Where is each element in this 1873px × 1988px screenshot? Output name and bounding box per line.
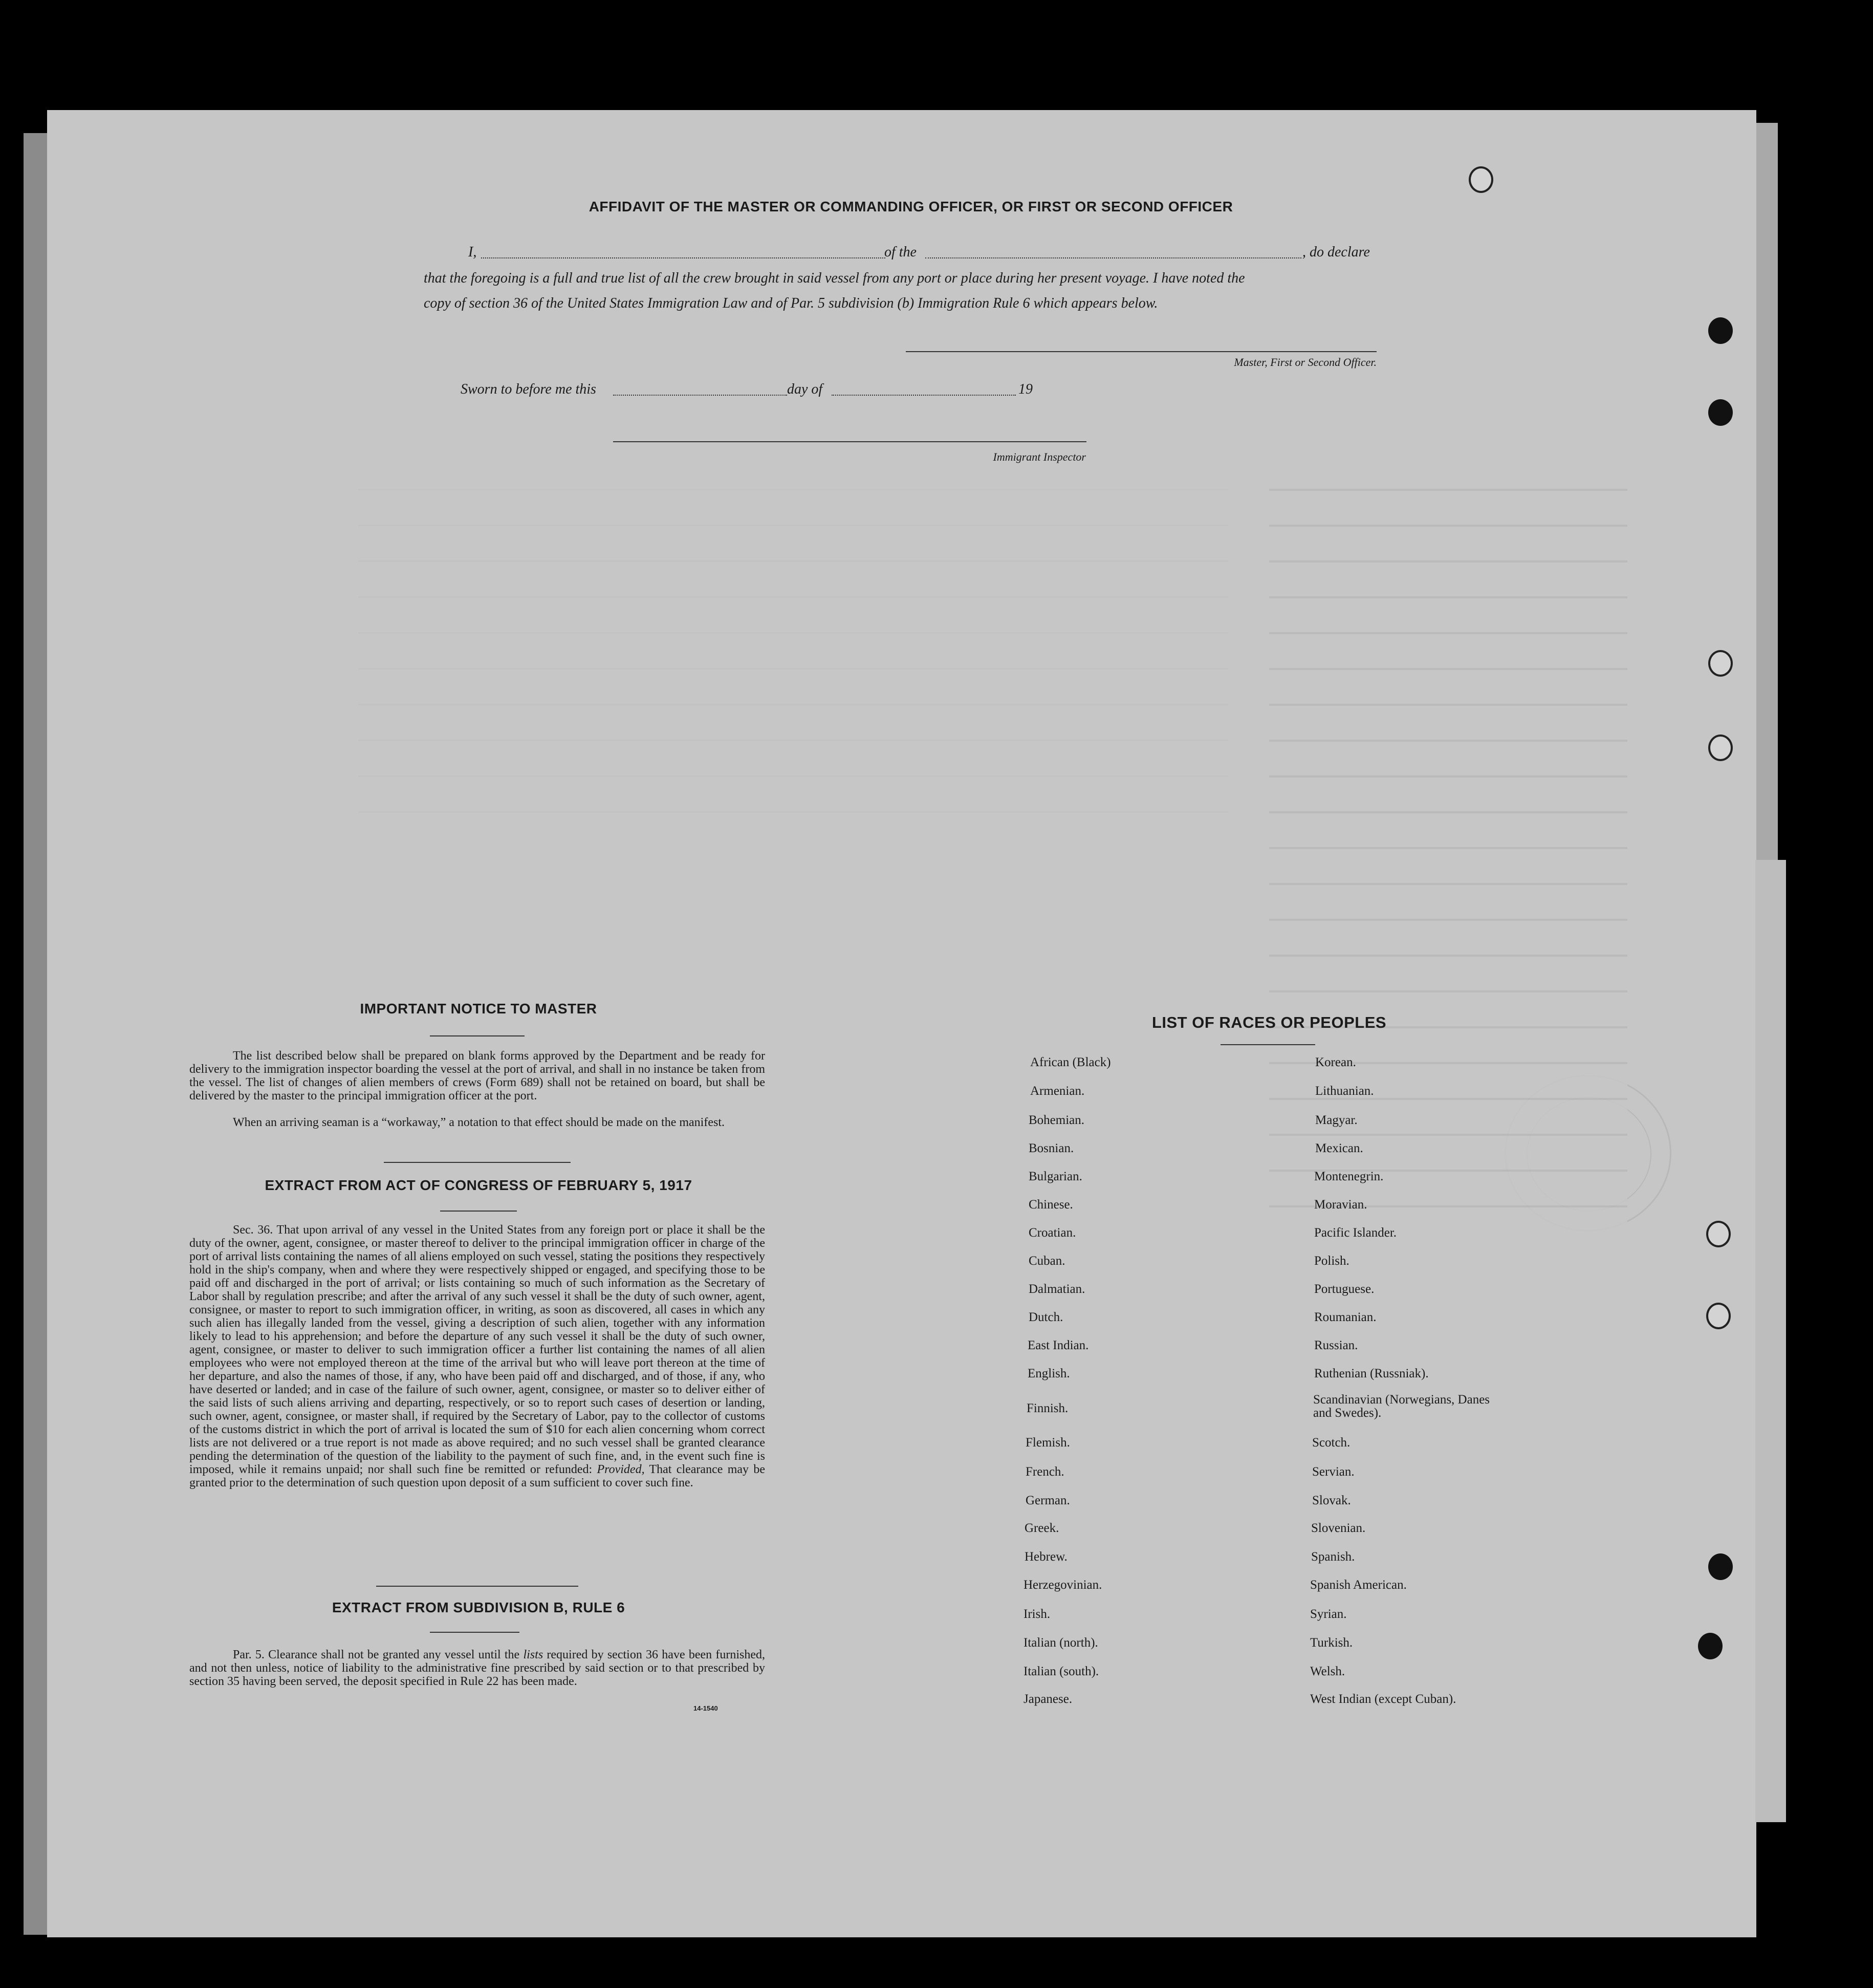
race-item: Scandinavian (Norwegians, Danes and Swedes).	[1313, 1393, 1490, 1420]
race-item: Italian (south).	[1023, 1665, 1099, 1678]
divider	[384, 1162, 571, 1163]
divider	[1221, 1044, 1315, 1045]
affidavit-do-declare-label: , do declare	[1302, 244, 1370, 260]
act-extract-title: EXTRACT FROM ACT OF CONGRESS OF FEBRUARY 5, 1917	[265, 1177, 692, 1193]
notice-paragraph-1: The list described below shall be prepared on blank forms approved by the Department and be ready for delivery to the immigration inspector boarding the vessel at the port of arrival, and shall in no instance be taken from the vessel. The list of changes of alien members of crews (Form 689) shall not be retained on board, but shall be delivered by the master to the principal immigration officer at the port.	[189, 1049, 765, 1103]
inspector-signature-caption: Immigrant Inspector	[993, 450, 1086, 463]
divider	[376, 1586, 578, 1587]
race-item: Greek.	[1025, 1521, 1059, 1535]
race-item: African (Black)	[1030, 1055, 1111, 1069]
vessel-blank-line	[925, 257, 1301, 258]
rule-extract-body	[189, 1648, 765, 1688]
bleed-through-text	[358, 473, 1228, 832]
race-item: Ruthenian (Russniak).	[1314, 1367, 1429, 1380]
punch-hole	[1698, 1633, 1723, 1659]
race-item: Welsh.	[1310, 1665, 1345, 1678]
divider	[430, 1035, 525, 1036]
rule-extract-title: EXTRACT FROM SUBDIVISION B, RULE 6	[332, 1600, 625, 1615]
race-item: Slovenian.	[1311, 1521, 1366, 1535]
punch-hole	[1469, 166, 1493, 193]
race-item: Armenian.	[1030, 1084, 1085, 1098]
affidavit-line-3: copy of section 36 of the United States Immigration Law and of Par. 5 subdivision (b) Immigration Rule 6 which appears below.	[424, 295, 1158, 311]
divider	[440, 1211, 517, 1212]
race-item: Korean.	[1315, 1055, 1356, 1069]
affidavit-line-2: that the foregoing is a full and true list of all the crew brought in said vessel from any port or place during her present voyage. I have noted the	[424, 270, 1245, 286]
sworn-label: Sworn to before me this	[461, 381, 596, 397]
races-title: LIST OF RACES OR PEOPLES	[1151, 1013, 1387, 1031]
punch-hole	[1708, 317, 1733, 344]
race-item: West Indian (except Cuban).	[1310, 1692, 1456, 1706]
race-item: Dalmatian.	[1029, 1282, 1085, 1296]
punch-hole	[1706, 1221, 1731, 1247]
race-item: Chinese.	[1029, 1198, 1073, 1212]
race-item: Roumanian.	[1314, 1310, 1377, 1324]
race-item: Hebrew.	[1025, 1550, 1068, 1564]
affidavit-i-label: I,	[468, 244, 477, 260]
race-item: Magyar.	[1315, 1113, 1358, 1127]
rule-lists-word: lists	[523, 1648, 543, 1661]
act-extract-body	[189, 1223, 765, 1489]
affidavit-of-the-label: of the	[884, 244, 917, 260]
race-item: Bulgarian.	[1029, 1170, 1082, 1183]
race-item: Irish.	[1023, 1607, 1051, 1621]
affidavit-title: AFFIDAVIT OF THE MASTER OR COMMANDING OFFICER, OR FIRST OR SECOND OFFICER	[589, 199, 1233, 214]
race-item: Herzegovinian.	[1023, 1578, 1102, 1592]
race-item: Dutch.	[1029, 1310, 1063, 1324]
page-edge-strip	[1756, 123, 1778, 860]
race-item: Bosnian.	[1029, 1141, 1074, 1155]
race-item: English.	[1028, 1367, 1070, 1380]
divider	[430, 1632, 519, 1633]
master-signature-caption: Master, First or Second Officer.	[1234, 356, 1377, 369]
race-item: Italian (north).	[1023, 1636, 1098, 1650]
punch-hole	[1708, 650, 1733, 677]
punch-hole	[1708, 399, 1733, 426]
left-margin-edge	[24, 133, 47, 1935]
notice-paragraph-2: When an arriving seaman is a “workaway,” a notation to that effect should be made on the manifest.	[233, 1116, 725, 1129]
act-provided-word: Provided,	[597, 1463, 645, 1476]
race-item: Spanish.	[1311, 1550, 1355, 1564]
form-number: 14-1540	[693, 1704, 718, 1712]
page-edge-strip-lower	[1755, 860, 1786, 1822]
year-label: 19	[1018, 381, 1033, 397]
race-item: East Indian.	[1028, 1338, 1089, 1352]
race-item: Polish.	[1314, 1254, 1349, 1268]
race-item: Russian.	[1314, 1338, 1358, 1352]
day-of-label: day of	[787, 381, 823, 397]
race-item: Flemish.	[1026, 1436, 1070, 1450]
race-item: Turkish.	[1310, 1636, 1353, 1650]
race-item: Cuban.	[1029, 1254, 1065, 1268]
race-item: Montenegrin.	[1314, 1170, 1384, 1183]
race-item: Lithuanian.	[1315, 1084, 1374, 1098]
sworn-day-blank	[613, 395, 787, 396]
punch-hole	[1708, 734, 1733, 761]
inspector-signature-line	[613, 441, 1086, 442]
race-item: Japanese.	[1023, 1692, 1073, 1706]
rule-body-start: Par. 5. Clearance shall not be granted any vessel until the	[233, 1648, 520, 1661]
race-item: Pacific Islander.	[1314, 1226, 1397, 1240]
act-body-end: That clearance may be granted prior to the determination of such question upon deposit of a sum sufficient to cover such fine.	[189, 1463, 766, 1489]
name-blank-line	[481, 257, 885, 258]
punch-hole	[1706, 1303, 1731, 1329]
race-item: Slovak.	[1312, 1494, 1351, 1507]
master-signature-line	[906, 351, 1377, 352]
race-item: Scotch.	[1312, 1436, 1351, 1450]
punch-hole	[1708, 1553, 1733, 1580]
race-item: Mexican.	[1315, 1141, 1363, 1155]
race-item: Spanish American.	[1310, 1578, 1407, 1592]
race-item: Croatian.	[1029, 1226, 1076, 1240]
race-item: German.	[1026, 1494, 1070, 1507]
race-item: Servian.	[1312, 1465, 1355, 1479]
rule-body-end: required by section 36 have been furnished, and not then unless, notice of liability to the administrative fine prescribed by said section or to that prescribed by section 35 having been served, the deposit specified in Rule 22 has been made.	[189, 1648, 766, 1688]
notice-title: IMPORTANT NOTICE TO MASTER	[360, 1001, 597, 1017]
sworn-month-blank	[832, 395, 1016, 396]
act-body-main: Sec. 36. That upon arrival of any vessel in the United States from any foreign port or place it shall be the duty of the owner, agent, consignee, or master thereof to deliver to the principal immigration officer in charge of the port of arrival lists containing the names of all aliens employed on such vessel, stating the positions they respectively hold in the ship's company, when and where they were respectively shipped or engaged, and specifying those to be paid off and discharged in the port of arrival; or lists containing so much of such information as the Secretary of Labor shall by regulation prescribe; and after the arrival of any such vessel it shall be the duty of such owner, agent, consignee, or master to report to such immigration officer, in writing, as soon as discovered, all cases in which any such alien has illegally landed from the vessel, giving a description of such alien, together with any information likely to lead to his apprehension; and before the departure of any such vessel it shall be the duty of such owner, agent, consignee, or master to deliver to such immigration officer a further list containing the names of all alien employees who were not employed thereon at the time of the arrival but who will leave port thereon at the time of her departure, and also the names of those, if any, who have been paid off and discharged, and of those, if any, who have deserted or landed; and in case of the failure of such owner, agent, consignee, or master so to deliver either of the said lists of such aliens arriving and departing, respectively, or so to report such cases of desertion or landing, such owner, agent, consignee, or master shall, if required by the Secretary of Labor, pay to the collector of customs of the customs district in which the port of arrival is located the sum of $10 for each alien concerning whom correct lists are not delivered or a true report is not made as above required; and no such vessel shall be granted clearance pending the determination of the question of the liability to the payment of such fine, and, in the event such fine is imposed, while it remains unpaid; nor shall such fine be remitted or refunded:	[189, 1223, 765, 1476]
race-item: Bohemian.	[1029, 1113, 1085, 1127]
race-item: Moravian.	[1314, 1198, 1367, 1212]
race-item: Finnish.	[1027, 1401, 1069, 1415]
race-item: French.	[1026, 1465, 1064, 1479]
race-item: Syrian.	[1310, 1607, 1347, 1621]
race-item: Portuguese.	[1314, 1282, 1375, 1296]
